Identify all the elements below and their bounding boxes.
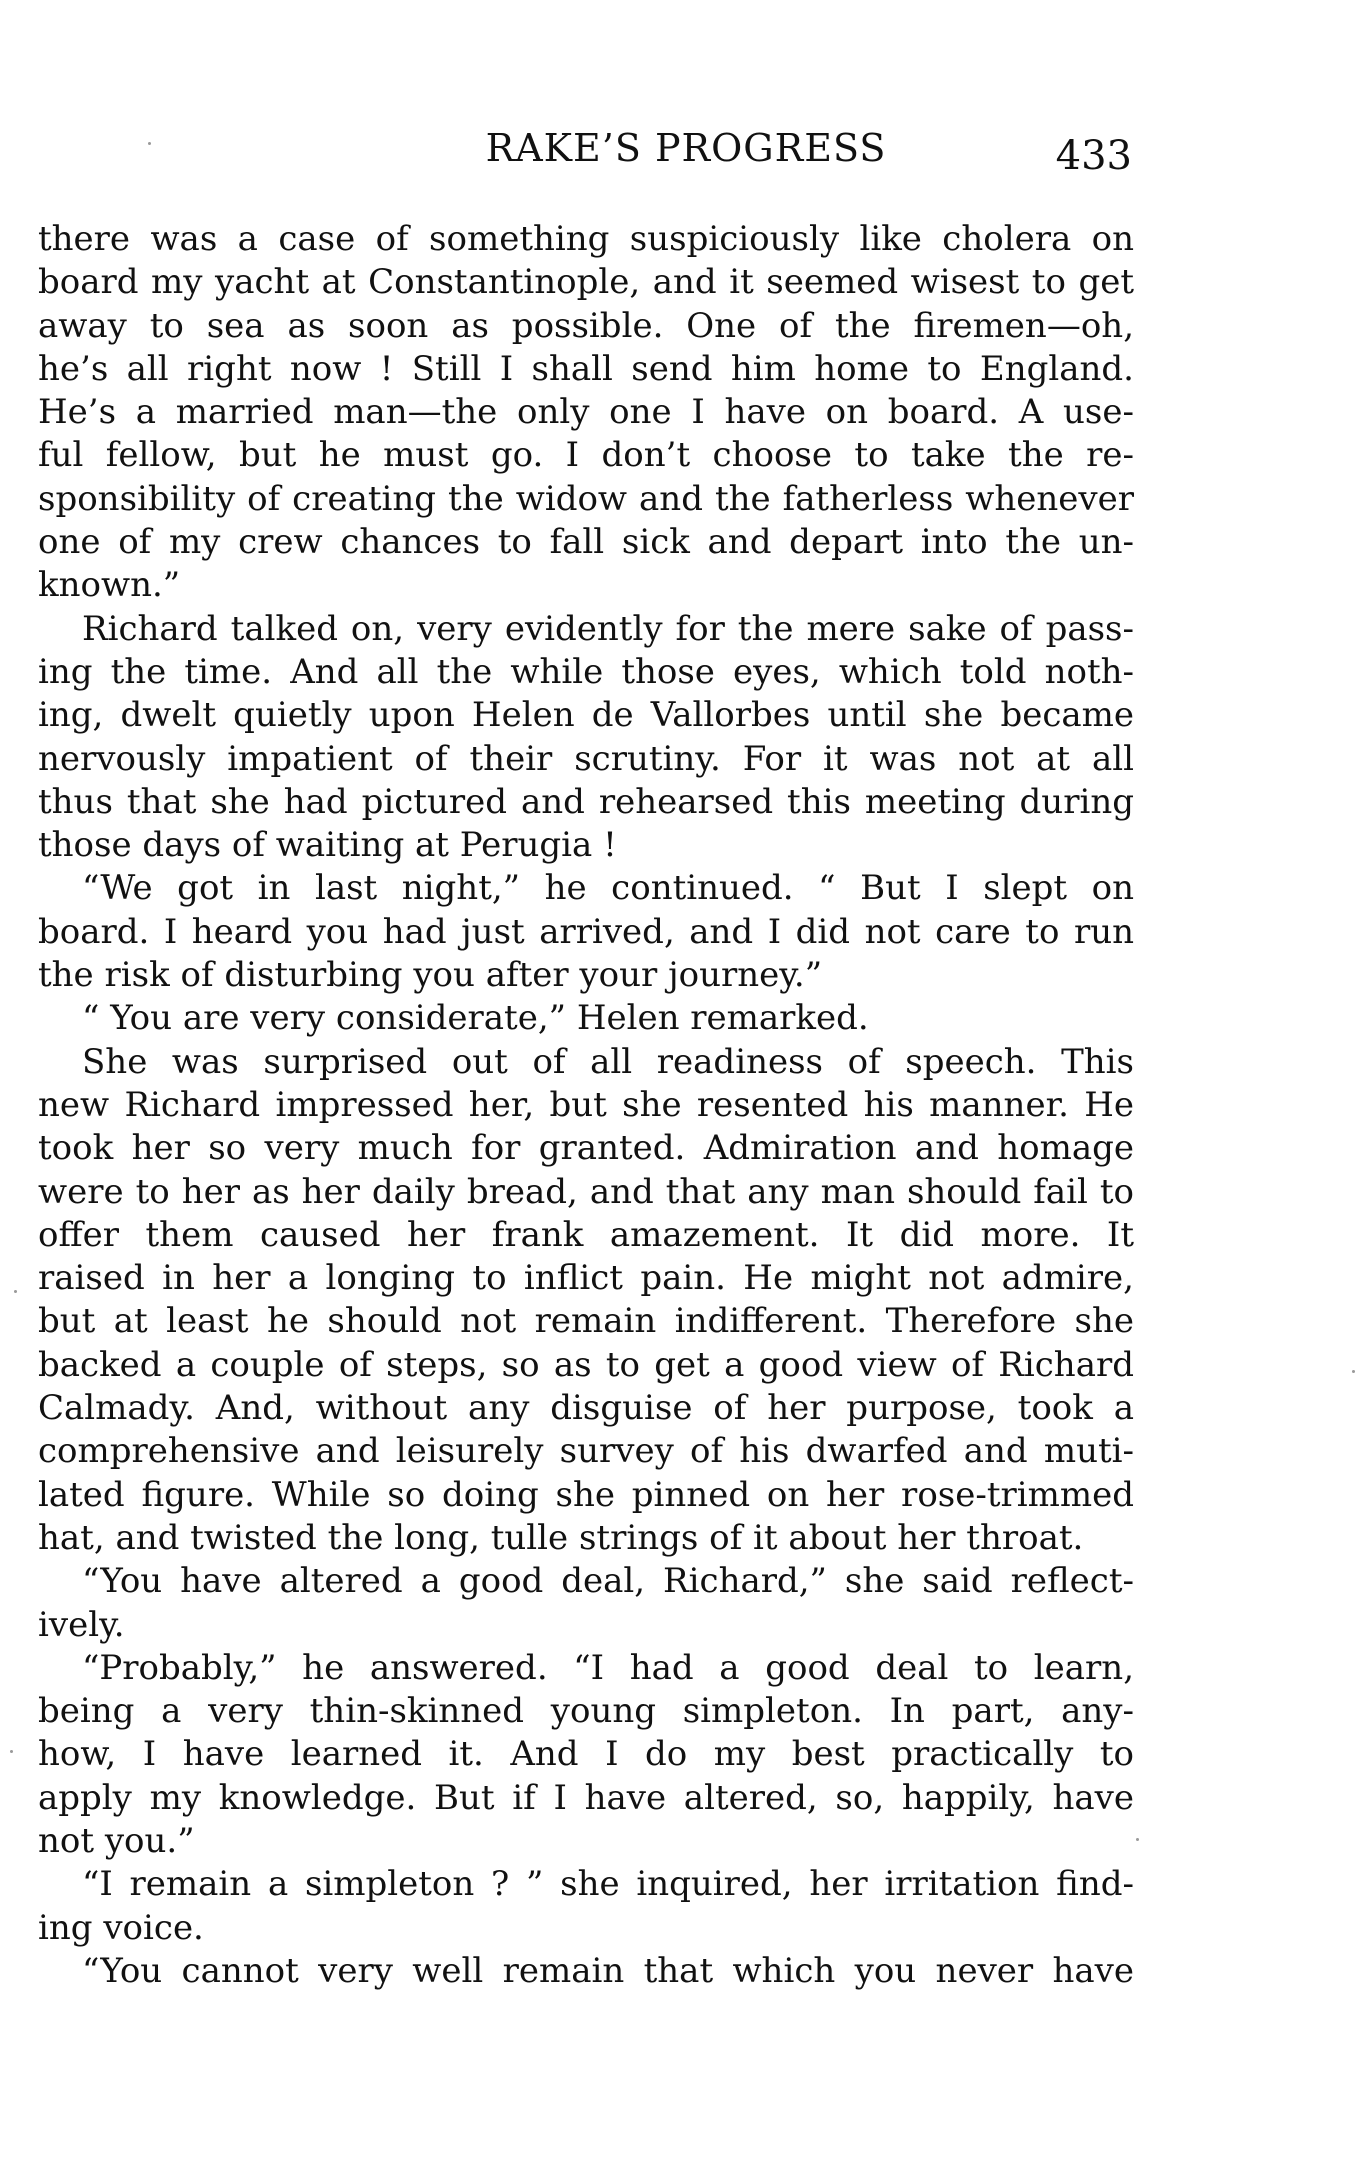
text-line: Richard talked on, very evidently for the mere sake of pass-: [82, 608, 1134, 649]
scan-speck: [148, 142, 151, 145]
text-line: thus that she had pictured and rehearsed this meeting during: [38, 781, 1134, 822]
text-line: ing voice.: [38, 1907, 204, 1948]
body-text: [38, 218, 1134, 1993]
text-line: hat, and twisted the long, tulle strings of it about her throat.: [38, 1517, 1084, 1558]
text-line: were to her as her daily bread, and that any man should fail to: [38, 1171, 1134, 1212]
text-line: nervously impatient of their scrutiny. For it was not at all: [38, 738, 1134, 779]
text-line: being a very thin-skinned young simpleton. In part, any-: [38, 1691, 1134, 1732]
scan-speck: [10, 1750, 13, 1753]
page-number: 433: [1055, 133, 1132, 179]
text-line: sponsibility of creating the widow and the fatherless whenever: [38, 478, 1134, 519]
text-line: lated figure. While so doing she pinned on her rose-trimmed: [38, 1474, 1134, 1515]
text-line: backed a couple of steps, so as to get a good view of Richard: [38, 1344, 1134, 1385]
text-line: how, I have learned it. And I do my best practically to: [38, 1734, 1134, 1775]
text-line: there was a case of something suspiciously like cholera on: [38, 219, 1134, 259]
text-line: took her so very much for granted. Admiration and homage: [38, 1128, 1134, 1169]
text-line: “You cannot very well remain that which you never have: [82, 1950, 1134, 1991]
text-line: She was surprised out of all readiness of speech. This: [82, 1041, 1134, 1082]
text-line: known.”: [38, 565, 181, 606]
text-line: “I remain a simpleton ? ” she inquired, her irritation find-: [82, 1864, 1134, 1905]
text-line: offer them caused her frank amazement. It did more. It: [38, 1214, 1134, 1255]
text-line: ful fellow, but he must go. I don’t choose to take the re-: [38, 435, 1134, 476]
text-line: those days of waiting at Perugia !: [38, 825, 617, 866]
text-line: new Richard impressed her, but she resented his manner. He: [38, 1084, 1134, 1125]
text-line: he’s all right now ! Still I shall send him home to England.: [38, 348, 1134, 389]
text-line: raised in her a longing to inflict pain. He might not admire,: [38, 1258, 1134, 1299]
running-title: RAKE’S PROGRESS: [485, 126, 887, 170]
text-line: board. I heard you had just arrived, and I did not care to run: [38, 911, 1134, 952]
text-line: Calmady. And, without any disguise of her purpose, took a: [38, 1388, 1134, 1429]
text-line: away to sea as soon as possible. One of the firemen—oh,: [38, 305, 1134, 346]
text-line: board my yacht at Constantinople, and it seemed wisest to get: [38, 262, 1134, 303]
text-line: “You have altered a good deal, Richard,” she said reflect-: [82, 1561, 1134, 1602]
text-line: “We got in last night,” he continued. “ But I slept on: [82, 868, 1134, 909]
text-line: the risk of disturbing you after your journey.”: [38, 955, 823, 996]
text-line: not you.”: [38, 1820, 195, 1861]
text-line: one of my crew chances to fall sick and depart into the un-: [38, 522, 1134, 563]
text-line: ing, dwelt quietly upon Helen de Vallorbes until she became: [38, 695, 1134, 736]
running-head: [0, 118, 1372, 178]
text-line: “Probably,” he answered. “I had a good deal to learn,: [82, 1647, 1134, 1688]
text-line: comprehensive and leisurely survey of his dwarfed and muti-: [38, 1431, 1134, 1472]
scan-speck: [1136, 1838, 1139, 1841]
text-line: ively.: [38, 1604, 125, 1645]
text-line: “ You are very considerate,” Helen remarked.: [82, 998, 869, 1039]
text-line: apply my knowledge. But if I have altered, so, happily, have: [38, 1777, 1134, 1818]
text-line: but at least he should not remain indifferent. Therefore she: [38, 1301, 1134, 1342]
scan-speck: [1352, 1370, 1355, 1373]
scan-speck: [14, 1290, 17, 1293]
text-line: ing the time. And all the while those eyes, which told noth-: [38, 651, 1134, 692]
text-line: He’s a married man—the only one I have on board. A use-: [38, 392, 1134, 433]
